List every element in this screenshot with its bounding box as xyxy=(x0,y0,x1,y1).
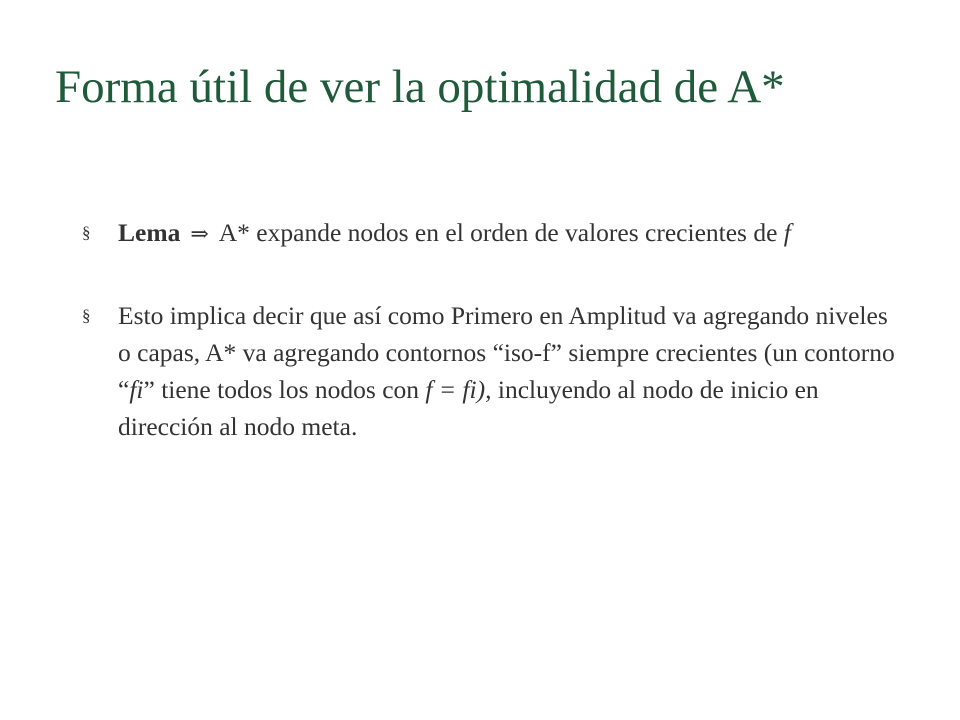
bullet-text xyxy=(118,297,902,445)
bullet-list xyxy=(82,214,902,445)
bullet-item-implication xyxy=(82,297,902,445)
lemma-text: A* expande nodos en el orden de valores crecientes de xyxy=(218,218,784,247)
implication-fi: fi xyxy=(129,375,144,404)
bullet-text xyxy=(118,214,902,253)
implication-text-2: ” tiene todos los nodos con xyxy=(143,375,426,404)
implication-text-1: Esto implica decir que así como Primero en Amplitud va agregando niveles o capas, A* va agregando contornos “iso-f” siempre crecientes (un contorno “ xyxy=(118,301,895,404)
implication-formula: f = fi), xyxy=(425,375,492,404)
lemma-f: f xyxy=(783,218,791,247)
implies-arrow-icon: ⇒ xyxy=(190,222,209,247)
lemma-label: Lema xyxy=(118,218,181,247)
bullet-item-lema xyxy=(82,214,902,253)
bullet-marker-icon: § xyxy=(82,306,91,325)
bullet-marker-icon: § xyxy=(82,223,91,242)
slide-title: Forma útil de ver la optimalidad de A* xyxy=(55,61,785,113)
implication-text-3: incluyendo al nodo de inicio en dirección al nodo meta. xyxy=(118,375,819,441)
